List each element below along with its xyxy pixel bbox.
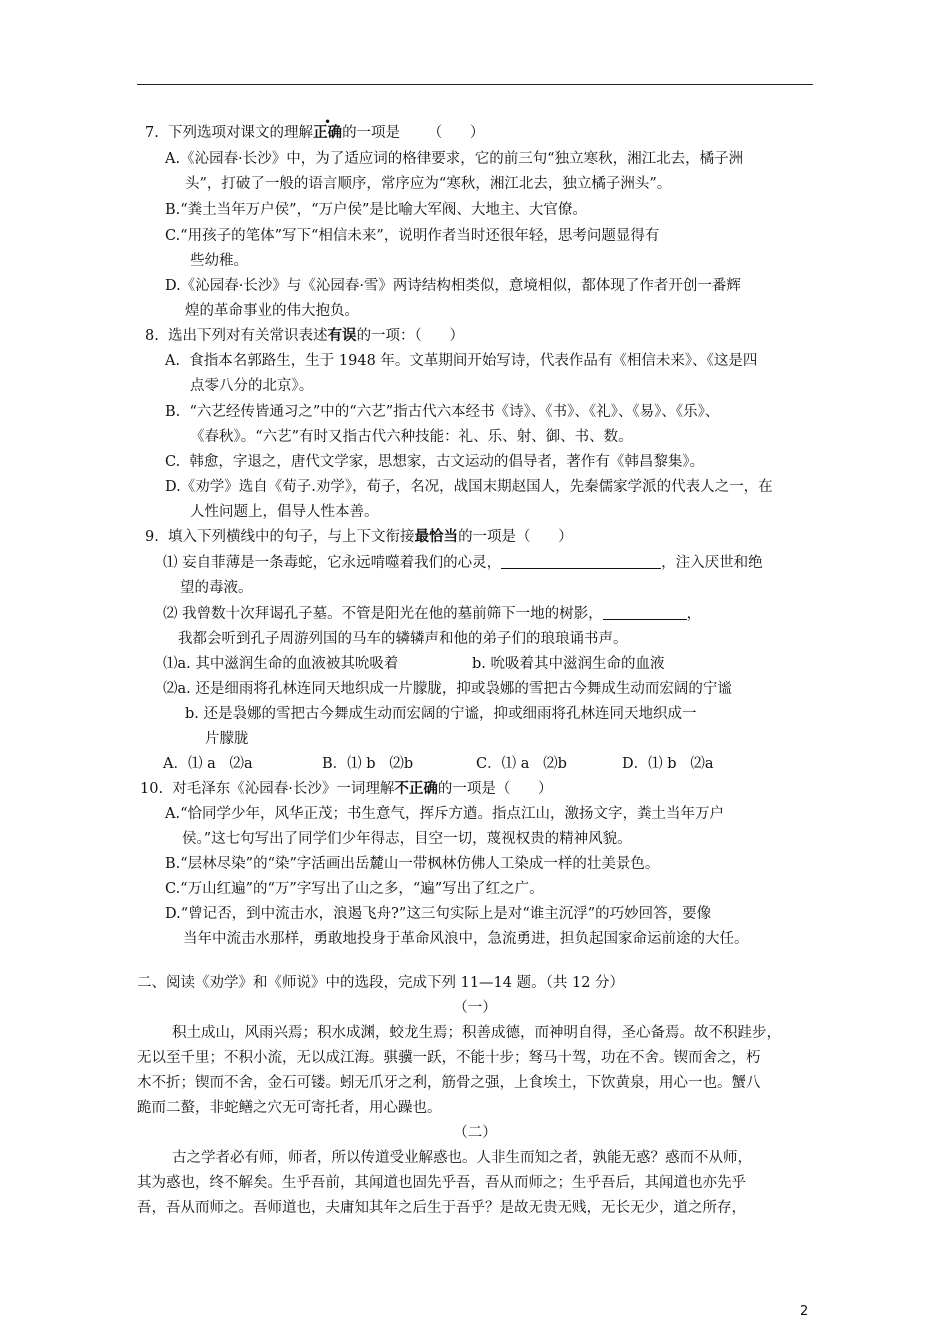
question-8-stem: 8. 选出下列对有关常识表述有误的一项：（ ） [145,328,464,344]
passage-1-line-1: 积土成山，风雨兴焉；积水成渊，蛟龙生焉；积善成德，而神明自得，圣心备焉。故不积跬步， [172,1025,781,1041]
q9-blank-1 [501,552,661,569]
q7-option-a-line1: A.《沁园春·长沙》中，为了适应词的格律要求，它的前三句“独立寒秋，湘江北去，橘子洲 [165,151,744,167]
q8-option-d-line2: 人性问题上，倡导人性本善。 [190,504,379,520]
q7-option-a-line2: 头”，打破了一般的语言顺序，常序应为“寒秋，湘江北去，独立橘子洲头”。 [185,176,672,192]
q7-option-d-line1: D.《沁园春·长沙》与《沁园春·雪》两诗结构相类似，意境相似，都体现了作者开创一番辉 [165,278,741,294]
q7-option-c-line1: C.“用孩子的笔体”写下“相信未来”，说明作者当时还很年轻，思考问题显得有 [165,228,660,244]
q9-choice-d: D．⑴ b ⑵a [622,756,714,772]
question-7-stem: 7. 下列选项对课文的理解正确的一项是 （ ） [145,125,485,141]
q9-choice-c: C．⑴ a ⑵b [476,756,567,772]
q9-sentence-2-line2: 我都会听到孔子周游列国的马车的辚辚声和他的弟子们的琅琅诵书声。 [178,631,628,647]
q7-option-b: B.“粪土当年万户侯”，“万户侯”是比喻大军阀、大地主、大官僚。 [165,202,587,218]
q8-option-d-line1: D.《劝学》选自《荀子.劝学》，荀子，名况，战国末期赵国人，先秦儒家学派的代表人之一，在 [165,479,773,495]
q7-option-d-line2: 煌的革命事业的伟大抱负。 [185,303,359,319]
q10-option-a-line1: A.“恰同学少年，风华正茂；书生意气，挥斥方遒。指点江山，激扬文字，粪土当年万户 [165,806,724,822]
q9-blank-2 [603,603,687,620]
q9-sentence-2-line1: ⑵ 我曾数十次拜谒孔子墓。不管是阳光在他的墓前筛下一地的树影， ， [163,603,701,625]
q9-option-2b-line2: 片朦胧 [205,731,249,747]
q10-option-c: C.“万山红遍”的“万”字写出了山之多，“遍”写出了红之广。 [165,881,544,897]
question-9-stem: 9. 填入下列横线中的句子，与上下文衔接最恰当的一项是（ ） [145,529,573,545]
section-2-heading: 二、阅读《劝学》和《师说》中的选段，完成下列 11—14 题。（共 12 分） [137,975,625,991]
q7-option-c-line2: 些幼稚。 [190,253,248,269]
passage-2-line-3: 吾，吾从而师之。吾师道也，夫庸知其年之后生于吾乎？是故无贵无贱，无长无少，道之所存， [137,1200,746,1216]
passage-1-title: （一） [453,1000,497,1016]
q8-option-b-line1: B. “六艺经传皆通习之”中的“六艺”指古代六本经书《诗》、《书》、《礼》、《易》、《乐》、 [165,404,720,420]
q10-option-b: B.“层林尽染”的“染”字活画出岳麓山一带枫林仿佛人工染成一样的壮美景色。 [165,856,660,872]
q9-option-1a: ⑴a. 其中滋润生命的血液被其吮吸着 [163,656,399,672]
q10-option-d-line2: 当年中流击水那样，勇敢地投身于革命风浪中，急流勇进，担负起国家命运前途的大任。 [183,931,749,947]
q10-option-d-line1: D.“曾记否，到中流击水，浪遏飞舟?”这三句实际上是对“谁主沉浮”的巧妙回答，要像 [165,906,712,922]
passage-2-title: （二） [453,1125,497,1141]
q8-option-b-line2: 《春秋》。“六艺”有时又指古代六种技能：礼、乐、射、御、书、数。 [190,429,633,445]
q9-choice-a: A．⑴ a ⑵a [163,756,253,772]
passage-1-line-3: 木不折；锲而不舍，金石可镂。蚓无爪牙之利，筋骨之强，上食埃土，下饮黄泉，用心一也。蟹八 [137,1075,761,1091]
q8-option-c: C. 韩愈，字退之，唐代文学家，思想家，古文运动的倡导者，著作有《韩昌黎集》。 [165,454,705,470]
q9-option-2a: ⑵a. 还是细雨将孔林连同天地织成一片朦胧，抑或袅娜的雪把古今舞成生动而宏阔的宁谧 [163,681,732,697]
q9-option-2b-line1: b. 还是袅娜的雪把古今舞成生动而宏阔的宁谧，抑或细雨将孔林连同天地织成一 [185,706,697,722]
passage-1-line-4: 跪而二螯，非蛇鳝之穴无可寄托者，用心躁也。 [137,1100,442,1116]
passage-2-line-2: 其为惑也，终不解矣。生乎吾前，其闻道也固先乎吾，吾从而师之；生乎吾后，其闻道也亦先乎 [137,1175,746,1191]
passage-2-line-1: 古之学者必有师，师者，所以传道受业解惑也。人非生而知之者，孰能无惑？惑而不从师， [172,1150,752,1166]
q9-sentence-1-line1: ⑴ 妄自菲薄是一条毒蛇，它永远啃噬着我们的心灵， ，注入厌世和绝 [163,552,763,574]
q9-choice-b: B．⑴ b ⑵b [322,756,414,772]
q8-option-a-line1: A. 食指本名郭路生，生于 1948 年。文革期间开始写诗，代表作品有《相信未来》、《这是四 [165,353,758,369]
q8-option-a-line2: 点零八分的北京》。 [190,378,314,394]
q10-option-a-line2: 侯。”这七句写出了同学们少年得志，目空一切，蔑视权贵的精神风貌。 [182,831,632,847]
header-rule [137,84,813,85]
q9-option-1b: b. 吮吸着其中滋润生命的血液 [472,656,665,672]
passage-1-line-2: 无以至千里；不积小流，无以成江海。骐骥一跃，不能十步；驽马十驾，功在不舍。锲而舍之，朽 [137,1050,761,1066]
q9-sentence-1-line2: 望的毒液。 [180,580,253,596]
page-number: 2 [800,1304,809,1319]
question-10-stem: 10. 对毛泽东《沁园春·长沙》一词理解不正确的一项是（ ） [140,781,553,797]
